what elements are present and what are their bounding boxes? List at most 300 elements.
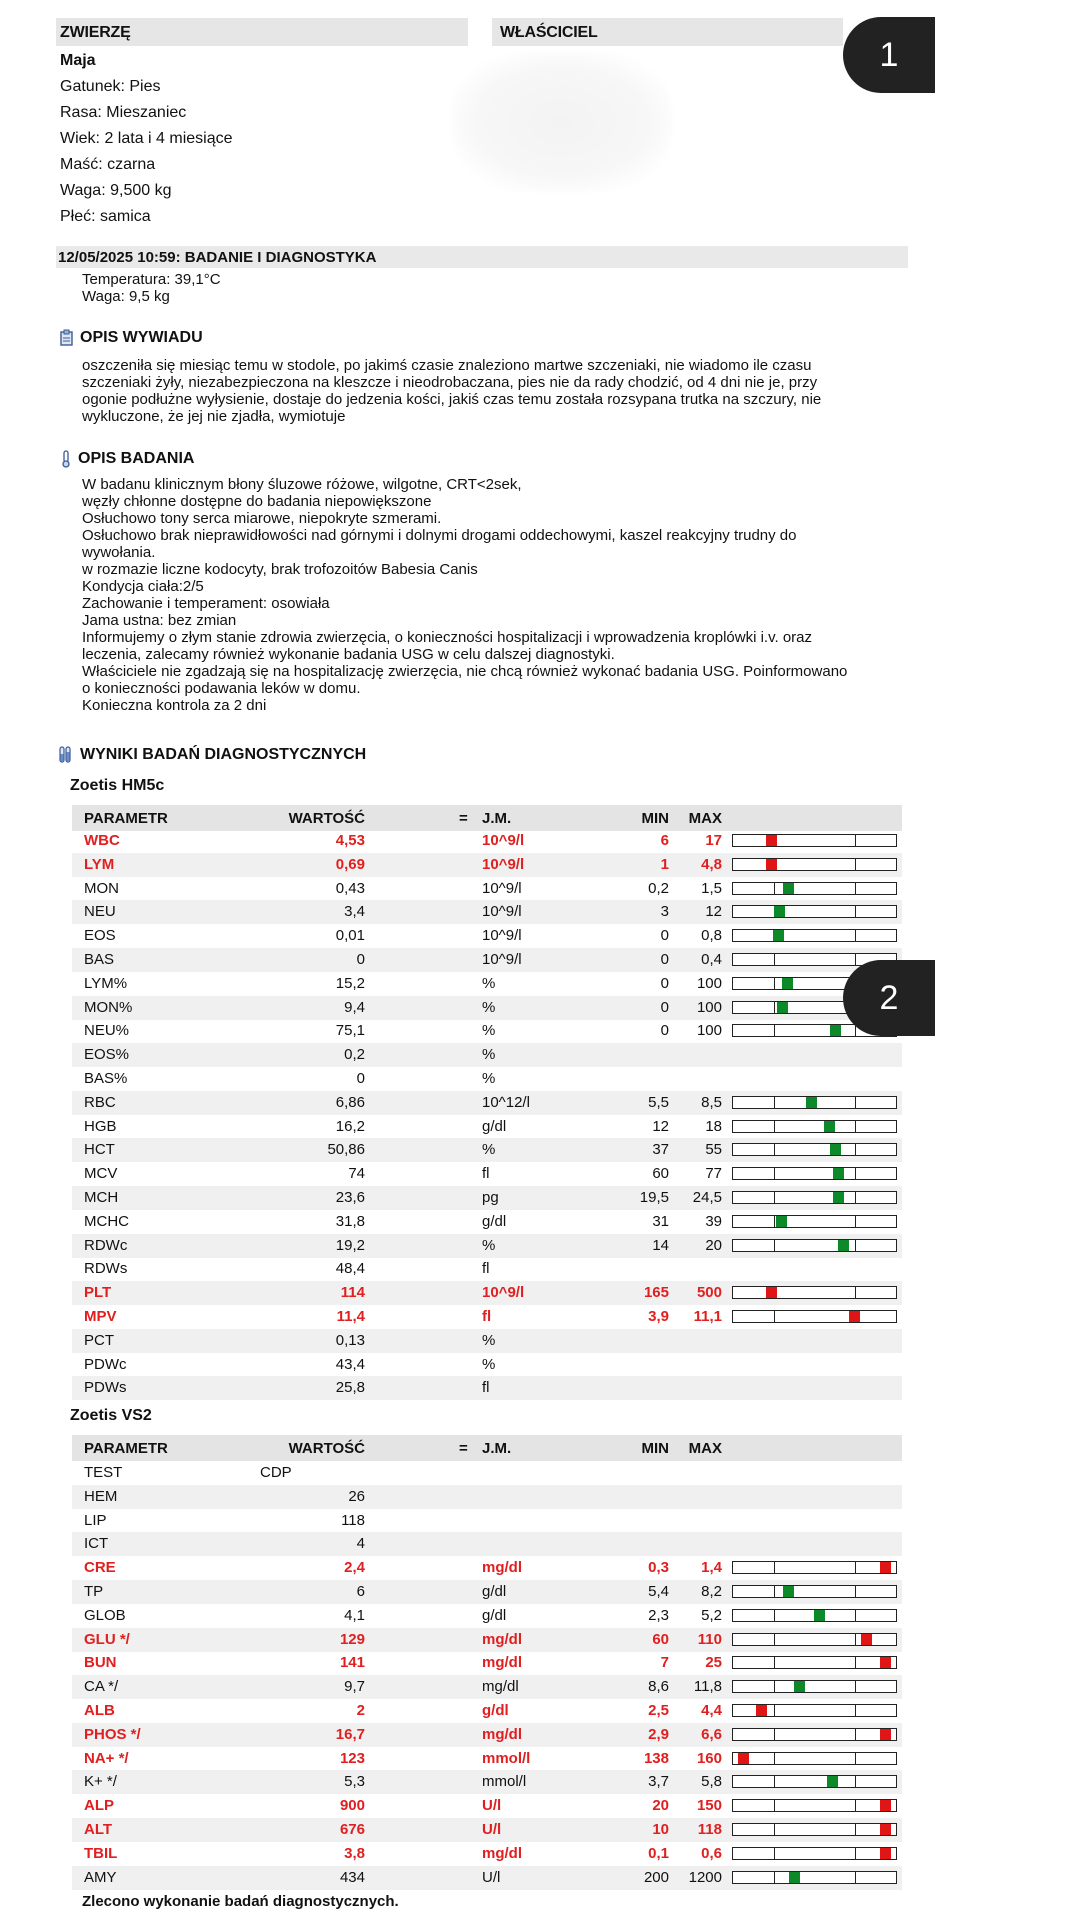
value-cell: 74	[348, 1165, 365, 1183]
table-header-vs2	[72, 1435, 902, 1461]
range-bar	[732, 882, 897, 895]
max-cell: 100	[696, 1022, 722, 1040]
param-cell: MCH	[84, 1189, 119, 1206]
value-cell: 3,4	[344, 903, 365, 921]
unit-cell: %	[482, 1141, 496, 1159]
in-range-marker	[830, 1144, 841, 1155]
value-cell: 3,8	[344, 1844, 365, 1862]
result-row-neu%	[72, 1019, 902, 1043]
max-cell: 1,5	[701, 879, 722, 897]
animal-header-label: ZWIERZĘ	[60, 24, 131, 41]
min-cell: 0,3	[648, 1559, 669, 1577]
min-cell: 20	[652, 1797, 669, 1815]
result-row-mcv	[72, 1162, 902, 1186]
min-cell: 60	[652, 1630, 669, 1648]
param-cell: HEM	[84, 1487, 118, 1505]
range-bar	[732, 1561, 897, 1574]
range-bar	[732, 1239, 897, 1252]
max-cell: 118	[697, 1821, 722, 1838]
col-param: PARAMETR	[84, 810, 168, 827]
value-cell: 4,1	[344, 1606, 365, 1624]
max-cell: 100	[696, 998, 722, 1016]
max-cell: 25	[705, 1654, 722, 1672]
min-cell: 0	[660, 974, 669, 992]
max-cell: 160	[696, 1749, 722, 1767]
min-cell: 8,6	[648, 1678, 669, 1696]
unit-cell: 10^9/l	[482, 855, 525, 873]
min-cell: 5,4	[648, 1583, 669, 1600]
result-row-mpv	[72, 1305, 902, 1329]
in-range-marker	[776, 1216, 787, 1227]
max-cell: 39	[705, 1212, 722, 1230]
result-row-ict	[72, 1532, 902, 1556]
col-min: MIN	[641, 810, 669, 827]
result-row-alp	[72, 1794, 902, 1818]
in-range-marker	[783, 1586, 794, 1597]
unit-cell: 10^9/l	[482, 927, 522, 945]
value-cell: 0,13	[335, 1331, 365, 1349]
col-min: MIN	[641, 1440, 669, 1457]
value-cell: 0,2	[344, 1046, 365, 1064]
min-cell: 6	[660, 832, 669, 849]
param-cell: LIP	[84, 1511, 107, 1529]
result-row-alt	[72, 1818, 902, 1842]
result-row-ca	[72, 1675, 902, 1699]
value-cell: 11,4	[336, 1308, 365, 1325]
result-row-neu	[72, 900, 902, 924]
max-cell: 5,2	[701, 1606, 722, 1624]
param-cell: MCV	[84, 1165, 118, 1183]
range-bar	[732, 858, 897, 871]
col-eq: =	[459, 810, 468, 827]
param-cell: HCT	[84, 1141, 115, 1159]
result-row-mchc	[72, 1210, 902, 1234]
result-row-rbc	[72, 1091, 902, 1115]
animal-info	[60, 48, 233, 230]
value-cell: 50,86	[327, 1141, 365, 1159]
owner-header	[492, 18, 843, 46]
unit-cell: g/dl	[482, 1117, 507, 1135]
out-of-range-marker	[861, 1634, 872, 1645]
thermometer-icon	[58, 450, 74, 468]
range-bar	[732, 929, 897, 942]
unit-cell: mg/dl	[482, 1725, 522, 1743]
param-cell: BAS%	[84, 1070, 128, 1087]
max-cell: 12	[705, 903, 722, 921]
extra-cell: CDP	[260, 1464, 292, 1481]
result-row-cre	[72, 1556, 902, 1580]
unit-cell: g/dl	[482, 1212, 507, 1230]
result-row-mon	[72, 877, 902, 901]
out-of-range-marker	[766, 835, 777, 846]
unit-cell: pg	[482, 1189, 499, 1206]
max-cell: 8,2	[701, 1583, 722, 1600]
history-heading	[58, 329, 203, 347]
test-tubes-icon	[58, 746, 76, 764]
in-range-marker	[833, 1192, 844, 1203]
in-range-marker	[824, 1121, 835, 1132]
result-row-bas	[72, 948, 902, 972]
result-row-rdwc	[72, 1234, 902, 1258]
min-cell: 3,9	[648, 1308, 669, 1325]
in-range-marker	[833, 1168, 844, 1179]
min-cell: 138	[643, 1749, 669, 1767]
max-cell: 4,4	[701, 1702, 722, 1719]
result-row-glu	[72, 1628, 902, 1652]
out-of-range-marker	[756, 1705, 767, 1716]
value-cell: 48,4	[335, 1260, 365, 1278]
range-bar	[732, 834, 897, 847]
value-cell: 25,8	[335, 1379, 365, 1397]
range-bar	[732, 1871, 897, 1884]
param-cell: LYM	[84, 855, 115, 873]
param-cell: PHOS */	[84, 1725, 141, 1743]
value-cell: 0	[356, 951, 365, 968]
result-row-rdws	[72, 1257, 902, 1281]
max-cell: 0,6	[701, 1844, 722, 1862]
out-of-range-marker	[738, 1753, 749, 1764]
unit-cell: %	[482, 1236, 496, 1254]
unit-cell: g/dl	[482, 1583, 507, 1600]
col-max: MAX	[688, 1440, 722, 1457]
param-cell: PDWc	[84, 1355, 127, 1373]
animal-detail-line: Wiek: 2 lata i 4 miesiące	[60, 130, 233, 147]
unit-cell: g/dl	[482, 1606, 507, 1624]
min-cell: 0,2	[648, 879, 669, 897]
max-cell: 500	[696, 1284, 722, 1302]
param-cell: CRE	[84, 1559, 116, 1577]
result-row-pdwc	[72, 1353, 902, 1377]
range-bar	[732, 1286, 897, 1299]
exam-text: W badanu klinicznym błony śluzowe różowe, wilgotne, CRT<2sek, węzły chłonne dostępne do badania niepowiększone Osłuchowo tony serca miarowe, niepokryte szmerami. Osłuchowo brak nieprawidłowości nad górnymi i dolnymi drogami oddechowymi, kaszel reakcyjny trudny do wywołania. w rozmazie liczne kodocyty, brak trofozoitów Babesia Canis Kondycja ciała:2/5 Zachowanie i temperament: osowiała Jama ustna: bez zmian Informujemy o złym stanie zdrowia zwierzęcia, o konieczności hospitalizacji i wprowadzenia kroplówki i.v. oraz leczenia, zalecamy również wykonanie badania USG w celu dalszej diagnostyki. Właściciele nie zgadzają się na hospitalizację zwierzęcia, nie chcą również wykonać badania USG. Poinformowano o konieczności podawania leków w domu. Konieczna kontrola za 2 dni	[82, 476, 848, 714]
unit-cell: %	[482, 998, 496, 1016]
max-cell: 20	[705, 1236, 722, 1254]
range-bar	[732, 905, 897, 918]
result-row-hgb	[72, 1115, 902, 1139]
max-cell: 110	[697, 1630, 722, 1648]
max-cell: 24,5	[692, 1189, 722, 1206]
max-cell: 55	[705, 1141, 722, 1159]
result-row-amy	[72, 1866, 902, 1890]
in-range-marker	[777, 1002, 788, 1013]
param-cell: TBIL	[84, 1844, 118, 1862]
range-bar	[732, 1728, 897, 1741]
result-row-k+	[72, 1770, 902, 1794]
in-range-marker	[794, 1681, 805, 1692]
result-row-tp	[72, 1580, 902, 1604]
param-cell: AMY	[84, 1868, 117, 1886]
param-cell: EOS%	[84, 1046, 130, 1064]
range-bar	[732, 1752, 897, 1765]
result-row-glob	[72, 1604, 902, 1628]
min-cell: 165	[643, 1284, 669, 1302]
value-cell: 114	[340, 1284, 365, 1302]
value-cell: 9,7	[344, 1678, 365, 1696]
max-cell: 1200	[688, 1868, 722, 1886]
param-cell: PCT	[84, 1331, 114, 1349]
value-cell: 141	[339, 1654, 365, 1672]
param-cell: CA */	[84, 1678, 119, 1696]
max-cell: 150	[696, 1797, 722, 1815]
unit-cell: %	[482, 1355, 496, 1373]
out-of-range-marker	[880, 1729, 891, 1740]
unit-cell: mg/dl	[482, 1844, 522, 1862]
param-cell: RBC	[84, 1093, 116, 1111]
range-bar	[732, 1191, 897, 1204]
result-row-lym%	[72, 972, 902, 996]
unit-cell: %	[482, 1070, 496, 1087]
value-cell: 0,69	[335, 855, 365, 873]
max-cell: 11,8	[693, 1678, 722, 1696]
value-cell: 75,1	[335, 1022, 365, 1040]
min-cell: 0	[660, 951, 669, 968]
out-of-range-marker	[880, 1562, 891, 1573]
out-of-range-marker	[849, 1311, 860, 1322]
param-cell: GLU */	[84, 1630, 130, 1648]
value-cell: 676	[339, 1821, 365, 1838]
param-cell: NEU	[84, 903, 116, 921]
min-cell: 0	[660, 1022, 669, 1040]
in-range-marker	[774, 906, 785, 917]
col-eq: =	[459, 1440, 468, 1457]
param-cell: RDWc	[84, 1236, 128, 1254]
in-range-marker	[783, 883, 794, 894]
min-cell: 2,3	[648, 1606, 669, 1624]
animal-detail-line: Maść: czarna	[60, 156, 156, 173]
param-cell: BAS	[84, 951, 115, 968]
param-cell: MON%	[84, 998, 133, 1016]
range-bar	[732, 1656, 897, 1669]
results-heading	[58, 746, 366, 764]
unit-cell: 10^9/l	[482, 903, 522, 921]
max-cell: 1,4	[701, 1559, 722, 1577]
min-cell: 0	[660, 998, 669, 1016]
unit-cell: mg/dl	[482, 1654, 522, 1672]
animal-detail-line: Gatunek: Pies	[60, 78, 161, 95]
unit-cell: fl	[482, 1308, 492, 1325]
result-row-bas%	[72, 1067, 902, 1091]
value-cell: 4,53	[335, 832, 365, 849]
in-range-marker	[806, 1097, 817, 1108]
out-of-range-marker	[880, 1848, 891, 1859]
result-row-pct	[72, 1329, 902, 1353]
unit-cell: %	[482, 974, 496, 992]
in-range-marker	[789, 1872, 800, 1883]
result-row-eos	[72, 924, 902, 948]
value-cell: 26	[348, 1487, 365, 1505]
max-cell: 11,1	[693, 1308, 722, 1325]
results-title: WYNIKI BADAŃ DIAGNOSTYCZNYCH	[80, 746, 367, 763]
param-cell: WBC	[84, 832, 120, 849]
in-range-marker	[773, 930, 784, 941]
unit-cell: mmol/l	[482, 1773, 527, 1791]
min-cell: 14	[652, 1236, 669, 1254]
range-bar	[732, 1167, 897, 1180]
unit-cell: 10^9/l	[482, 832, 525, 849]
max-cell: 8,5	[701, 1093, 722, 1111]
unit-cell: 10^9/l	[482, 951, 522, 968]
value-cell: 123	[339, 1749, 365, 1767]
value-cell: 0,43	[335, 879, 365, 897]
max-cell: 0,4	[701, 951, 722, 968]
param-cell: TP	[84, 1583, 104, 1600]
visit-weight: Waga: 9,5 kg	[82, 288, 170, 305]
min-cell: 1	[660, 855, 669, 873]
col-param: PARAMETR	[84, 1440, 168, 1457]
in-range-marker	[827, 1776, 838, 1787]
panel-title-hm5c: Zoetis HM5c	[70, 777, 165, 794]
value-cell: 31,8	[335, 1212, 365, 1230]
min-cell: 2,5	[648, 1702, 669, 1719]
min-cell: 2,9	[648, 1725, 669, 1743]
unit-cell: mg/dl	[482, 1559, 522, 1577]
results-footer: Zlecono wykonanie badań diagnostycznych.	[82, 1893, 399, 1910]
out-of-range-marker	[880, 1800, 891, 1811]
value-cell: 43,4	[335, 1355, 365, 1373]
range-bar	[732, 1609, 897, 1622]
col-value: WARTOŚĆ	[288, 1440, 365, 1457]
unit-cell: 10^12/l	[482, 1093, 530, 1111]
min-cell: 3	[660, 903, 669, 921]
out-of-range-marker	[880, 1824, 891, 1835]
min-cell: 3,7	[648, 1773, 669, 1791]
param-cell: ALP	[84, 1797, 114, 1815]
unit-cell: 10^9/l	[482, 1284, 525, 1302]
range-bar	[732, 1310, 897, 1323]
value-cell: 19,2	[335, 1236, 365, 1254]
min-cell: 0,1	[648, 1844, 669, 1862]
param-cell: EOS	[84, 927, 116, 945]
in-range-marker	[830, 1025, 841, 1036]
param-cell: NA+ */	[84, 1749, 129, 1767]
unit-cell: fl	[482, 1379, 490, 1397]
range-bar	[732, 1799, 897, 1812]
min-cell: 19,5	[639, 1189, 669, 1206]
animal-header	[56, 18, 468, 46]
max-cell: 18	[705, 1117, 722, 1135]
unit-cell: 10^9/l	[482, 879, 522, 897]
visit-header	[56, 246, 908, 268]
min-cell: 37	[652, 1141, 669, 1159]
min-cell: 31	[652, 1212, 669, 1230]
visit-vitals	[82, 271, 221, 305]
col-unit: J.M.	[482, 1440, 512, 1457]
result-row-mon%	[72, 996, 902, 1020]
out-of-range-marker	[766, 859, 777, 870]
value-cell: 0	[356, 1070, 365, 1087]
out-of-range-marker	[880, 1657, 891, 1668]
value-cell: 15,2	[335, 974, 365, 992]
range-bar	[732, 1847, 897, 1860]
result-row-na+	[72, 1747, 902, 1771]
unit-cell: fl	[482, 1260, 490, 1278]
result-row-tbil	[72, 1842, 902, 1866]
result-row-plt	[72, 1281, 902, 1305]
range-bar	[732, 1215, 897, 1228]
value-cell: 2,4	[344, 1559, 365, 1577]
max-cell: 77	[705, 1165, 722, 1183]
range-bar	[732, 1775, 897, 1788]
value-cell: 4	[356, 1535, 365, 1553]
param-cell: RDWs	[84, 1260, 128, 1278]
param-cell: K+ */	[84, 1773, 117, 1791]
max-cell: 0,8	[701, 927, 722, 945]
min-cell: 10	[652, 1821, 669, 1838]
param-cell: BUN	[84, 1654, 117, 1672]
result-row-wbc	[72, 829, 902, 853]
range-bar	[732, 1096, 897, 1109]
clipboard-icon	[58, 329, 76, 347]
param-cell: MON	[84, 879, 119, 897]
value-cell: 9,4	[344, 998, 365, 1016]
value-cell: 5,3	[344, 1773, 365, 1791]
col-unit: J.M.	[482, 810, 512, 827]
owner-redaction	[452, 52, 672, 192]
max-cell: 4,8	[701, 855, 722, 873]
param-cell: TEST	[84, 1464, 123, 1481]
col-value: WARTOŚĆ	[288, 810, 365, 827]
unit-cell: mg/dl	[482, 1630, 522, 1648]
result-row-bun	[72, 1651, 902, 1675]
param-cell: MCHC	[84, 1212, 129, 1230]
in-range-marker	[838, 1240, 849, 1251]
param-cell: ICT	[84, 1535, 109, 1553]
range-bar	[732, 1120, 897, 1133]
owner-header-label: WŁAŚCICIEL	[500, 24, 598, 41]
min-cell: 7	[660, 1654, 669, 1672]
param-cell: NEU%	[84, 1022, 130, 1040]
min-cell: 0	[660, 927, 669, 945]
unit-cell: g/dl	[482, 1702, 509, 1719]
exam-heading	[58, 450, 194, 468]
unit-cell: U/l	[482, 1821, 502, 1838]
table-header-hm5c	[72, 805, 902, 831]
exam-title: OPIS BADANIA	[78, 450, 195, 467]
value-cell: 0,01	[335, 927, 365, 945]
max-cell: 6,6	[701, 1725, 722, 1743]
history-text: oszczeniła się miesiąc temu w stodole, po jakimś czasie znaleziono martwe szczeniaki, nie wiadomo ile czasu szczeniaki żyły, niezabezpieczona na kleszcze i nieodrobaczana, pies nie da rady chodzić, od 4 dni nie je, przy ogonie podłużne wyłysienie, dostaje do jedzenia kości, jakiś czas temu została rozsypana trutka na szczury, nie wykluczone, że jej nie zjadła, wymiotuje	[82, 357, 822, 425]
animal-details	[60, 74, 233, 230]
in-range-marker	[782, 978, 793, 989]
visit-header-label: 12/05/2025 10:59: BADANIE I DIAGNOSTYKA	[58, 249, 377, 266]
value-cell: 16,7	[335, 1725, 365, 1743]
max-cell: 100	[696, 974, 722, 992]
value-cell: 118	[341, 1511, 365, 1529]
value-cell: 2	[356, 1702, 365, 1719]
result-row-test	[72, 1461, 902, 1485]
min-cell: 60	[652, 1165, 669, 1183]
value-cell: 6	[356, 1583, 365, 1600]
result-row-lym	[72, 853, 902, 877]
param-cell: LYM%	[84, 974, 128, 992]
value-cell: 129	[339, 1630, 365, 1648]
result-row-hct	[72, 1138, 902, 1162]
value-cell: 23,6	[335, 1189, 365, 1206]
value-cell: 434	[339, 1868, 365, 1886]
value-cell: 6,86	[335, 1093, 365, 1111]
result-row-pdws	[72, 1376, 902, 1400]
unit-cell: mmol/l	[482, 1749, 531, 1767]
result-row-eos%	[72, 1043, 902, 1067]
max-cell: 17	[705, 832, 722, 849]
unit-cell: mg/dl	[482, 1678, 519, 1696]
out-of-range-marker	[766, 1287, 777, 1298]
max-cell: 5,8	[701, 1773, 722, 1791]
col-max: MAX	[688, 810, 722, 827]
result-row-lip	[72, 1509, 902, 1533]
param-cell: GLOB	[84, 1606, 126, 1624]
result-row-hem	[72, 1485, 902, 1509]
